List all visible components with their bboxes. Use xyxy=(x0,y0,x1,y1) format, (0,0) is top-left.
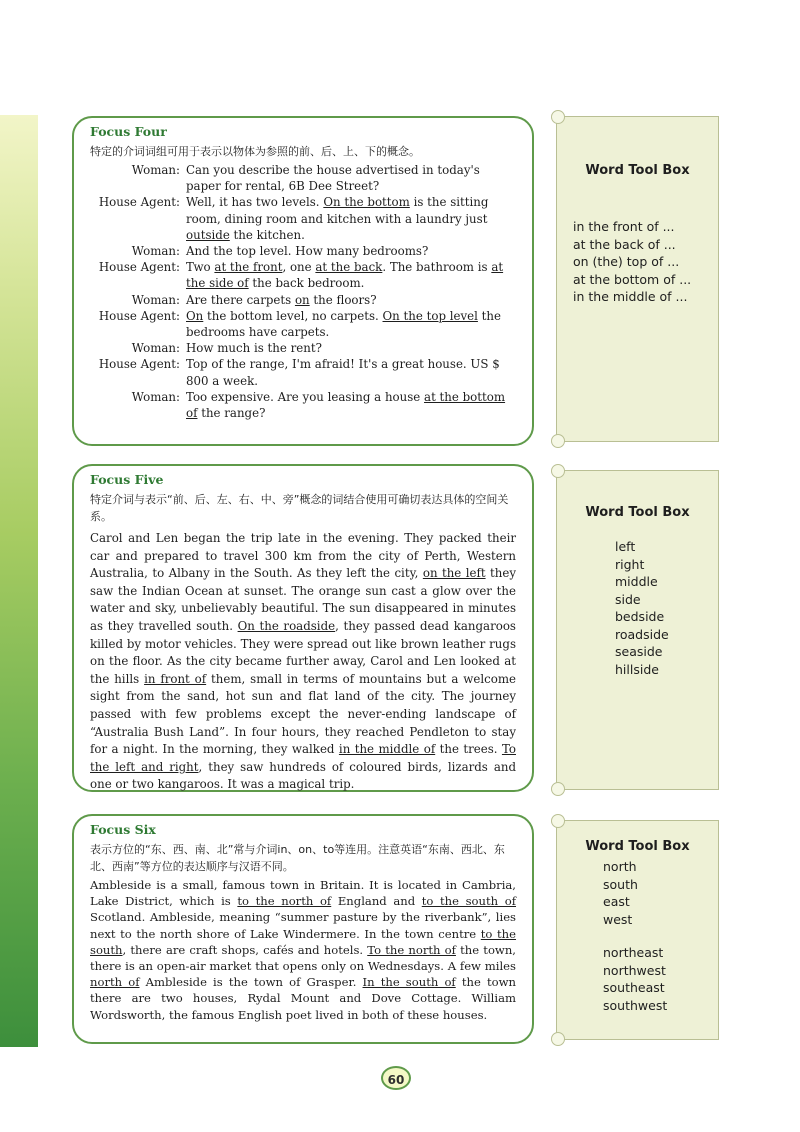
word-tool-box-four xyxy=(556,116,719,442)
dialog-underlined-phrase: at the bottom of xyxy=(186,389,506,421)
dialog-line xyxy=(90,340,516,356)
paragraph-text: England and xyxy=(331,894,422,909)
tool-box-item: northwest xyxy=(603,962,666,978)
tool-box-item: northeast xyxy=(603,945,664,960)
speaker-label: Woman: xyxy=(131,292,180,307)
dialog-text xyxy=(186,356,516,388)
dialog-text xyxy=(186,194,516,243)
dialog-text xyxy=(186,162,516,194)
dialog-text: Can you describe the house advertised in today's paper for rental, 6B Dee Street? xyxy=(186,163,480,194)
tool-box-list-a xyxy=(603,858,718,928)
tool-box-item: on (the) top of ... xyxy=(573,254,680,269)
dialog-underlined-phrase: outside xyxy=(186,227,230,242)
speaker-label: House Agent: xyxy=(98,357,180,372)
paragraph-underlined-phrase: to the south xyxy=(90,926,517,957)
page-number: 60 xyxy=(381,1066,411,1090)
focus-five-title: Focus Five xyxy=(90,472,164,487)
dialog-text: Well, it has two levels. xyxy=(186,195,324,210)
paragraph-text: Ambleside is a small, famous town in Britain. It is located in Cambria, Lake District, which is xyxy=(90,878,516,909)
tool-box-item: right xyxy=(615,556,645,572)
dialog-line xyxy=(90,292,516,308)
word-tool-box-six xyxy=(556,820,719,1040)
dialog-underlined-phrase: On xyxy=(186,308,204,323)
paragraph-underlined-phrase: north of xyxy=(90,975,140,990)
dialog-text xyxy=(186,308,516,340)
paragraph-text: , they passed dead kangaroos killed by motor vehicles. They were spread out like brown leather rugs on the floor. As the city became further away, Carol and Len looked at the hills xyxy=(90,618,516,686)
tool-box-item: at the back of ... xyxy=(573,236,676,252)
tool-box-list xyxy=(573,218,718,306)
dialog-text: the bottom level, no carpets. xyxy=(203,308,383,323)
dialog-text: the floors? xyxy=(309,292,377,307)
dialog-line xyxy=(90,194,516,243)
tool-box-item: middle xyxy=(615,574,658,589)
paragraph-underlined-phrase: to the north of xyxy=(237,894,332,909)
paragraph-text: the trees. xyxy=(435,742,502,757)
dialog-underlined-phrase: On the bottom xyxy=(323,195,410,210)
dialog-text xyxy=(186,292,516,308)
dialog-text: is the sitting room, dining room and kitchen with a laundry just xyxy=(186,195,489,226)
dialog-line xyxy=(90,162,516,194)
tool-box-item: north xyxy=(603,859,637,874)
tool-box-item: south xyxy=(603,876,638,892)
focus-six-box xyxy=(72,814,534,1044)
tool-box-item: southeast xyxy=(603,980,665,995)
tool-box-list xyxy=(615,538,718,678)
paragraph-text: Ambleside is the town of Grasper. xyxy=(139,975,363,990)
paragraph-underlined-phrase: To the north of xyxy=(367,942,456,957)
dialog-underlined-phrase: at the back xyxy=(315,260,383,275)
speaker-label: House Agent: xyxy=(98,260,180,275)
focus-four-title: Focus Four xyxy=(90,124,167,139)
dialog-underlined-phrase: at the front xyxy=(214,260,283,275)
speaker-label: Woman: xyxy=(131,244,180,259)
tool-box-list-b xyxy=(603,944,718,1014)
tool-box-title: Word Tool Box xyxy=(585,505,690,520)
dialog-line xyxy=(90,243,516,259)
tool-box-item: bedside xyxy=(615,609,665,624)
tool-box-item: left xyxy=(615,539,636,554)
paragraph-text: Scotland. Ambleside, meaning “summer pasture by the riverbank”, lies next to the north shore of Lake Windermere. In the town centre xyxy=(90,910,516,941)
tool-box-item: in the front of ... xyxy=(573,219,675,234)
tool-box-item: at the bottom of ... xyxy=(573,271,692,287)
dialog-underlined-phrase: On the top level xyxy=(382,308,478,323)
paragraph-text: the town, there is an open-air market that opens only on Wednesdays. A few miles xyxy=(90,942,516,974)
paragraph-underlined-phrase: on the left xyxy=(422,566,486,581)
tool-box-item: roadside xyxy=(615,626,669,642)
speaker-label: Woman: xyxy=(131,341,180,356)
focus-five-paragraph xyxy=(90,530,516,794)
tool-box-title: Word Tool Box xyxy=(585,163,690,178)
focus-six-intro: 表示方位的“东、西、南、北”常与介词in、on、to等连用。注意英语“东南、西北、东北、西南”等方位的表达顺序与汉语不同。 xyxy=(90,843,505,873)
dialog-text: , one xyxy=(282,260,316,275)
paragraph-text: them, small in terms of mountains but a welcome sight from the sand, hot sun and flat land of the city. The journey passed with few problems except the never-ending landscape of “Australia Bush Land”. In four hours, they reached Pendleton to stay for a night. In the morning, they walked xyxy=(90,671,516,757)
tool-box-item: seaside xyxy=(615,644,663,659)
dialog-text: And the top level. How many bedrooms? xyxy=(186,244,429,259)
focus-six-title: Focus Six xyxy=(90,822,156,837)
paragraph-text: , there are craft shops, cafés and hotels. xyxy=(122,942,368,957)
dialog-text xyxy=(186,340,516,356)
tool-box-title: Word Tool Box xyxy=(585,839,690,854)
paragraph-text: , they saw hundreds of coloured birds, lizards and one or two kangaroos. It was a magical trip. xyxy=(90,759,516,792)
dialog-underlined-phrase: on xyxy=(294,292,310,307)
speaker-label: Woman: xyxy=(131,389,180,404)
paragraph-underlined-phrase: to the south of xyxy=(421,894,517,909)
speaker-label: House Agent: xyxy=(98,195,180,210)
paragraph-text: the town there are two houses, Rydal Mount and Dove Cottage. William Wordsworth, the famous English poet lived in both of these houses. xyxy=(90,975,516,1022)
dialog-text: Two xyxy=(186,260,215,275)
dialog-table xyxy=(90,162,516,421)
dialog-text: Top of the range, I'm afraid! It's a great house. US $ 800 a week. xyxy=(186,357,500,388)
dialog-line xyxy=(90,356,516,388)
dialog-line xyxy=(90,389,516,421)
tool-box-item: southwest xyxy=(603,997,668,1013)
dialog-text: the back bedroom. xyxy=(248,276,365,291)
tool-box-item: hillside xyxy=(615,661,659,677)
speaker-label: House Agent: xyxy=(98,308,180,323)
focus-four-intro: 特定的介词词组可用于表示以物体为参照的前、后、上、下的概念。 xyxy=(90,145,420,158)
tool-box-item: in the middle of ... xyxy=(573,289,688,304)
tool-box-item: west xyxy=(603,911,633,927)
dialog-text: Are there carpets xyxy=(186,292,295,307)
dialog-line xyxy=(90,259,516,291)
focus-five-intro: 特定介词与表示“前、后、左、右、中、旁”概念的词结合使用可确切表达具体的空间关系。 xyxy=(90,493,509,523)
paragraph-underlined-phrase: in the middle of xyxy=(338,742,436,757)
paragraph-underlined-phrase: On the roadside xyxy=(237,618,336,633)
dialog-text: How much is the rent? xyxy=(186,341,322,356)
paragraph-underlined-phrase: in front of xyxy=(144,671,207,686)
focus-six-paragraph xyxy=(90,877,516,1023)
tool-box-item: side xyxy=(615,591,641,607)
side-color-bar xyxy=(0,115,38,1047)
paragraph-underlined-phrase: In the south of xyxy=(362,975,456,990)
dialog-text: Too expensive. Are you leasing a house xyxy=(186,389,425,404)
paragraph-underlined-phrase: To the left and right xyxy=(90,742,516,774)
dialog-text: the bedrooms have carpets. xyxy=(186,308,501,340)
paragraph-text: they saw the Indian Ocean at sunset. The orange sun cast a glow over the water and sky, unbelievably beautiful. The sun disappeared in minutes as they travelled south. xyxy=(90,566,516,633)
dialog-text: . The bathroom is xyxy=(382,260,492,275)
paragraph-text: Carol and Len began the trip late in the evening. They packed their car and prepared to travel 300 km from the city of Perth, Western Australia, to Albany in the South. As they left the city, xyxy=(90,531,516,581)
dialog-text xyxy=(186,243,516,259)
dialog-text: the kitchen. xyxy=(229,227,305,242)
tool-box-item: east xyxy=(603,894,630,909)
focus-four-box xyxy=(72,116,534,446)
dialog-text xyxy=(186,389,516,421)
word-tool-box-five xyxy=(556,470,719,790)
speaker-label: Woman: xyxy=(131,163,180,177)
dialog-text xyxy=(186,259,516,291)
dialog-line xyxy=(90,308,516,340)
focus-five-box xyxy=(72,464,534,792)
dialog-text: the range? xyxy=(197,406,266,421)
dialog-underlined-phrase: at the side of xyxy=(186,260,504,291)
